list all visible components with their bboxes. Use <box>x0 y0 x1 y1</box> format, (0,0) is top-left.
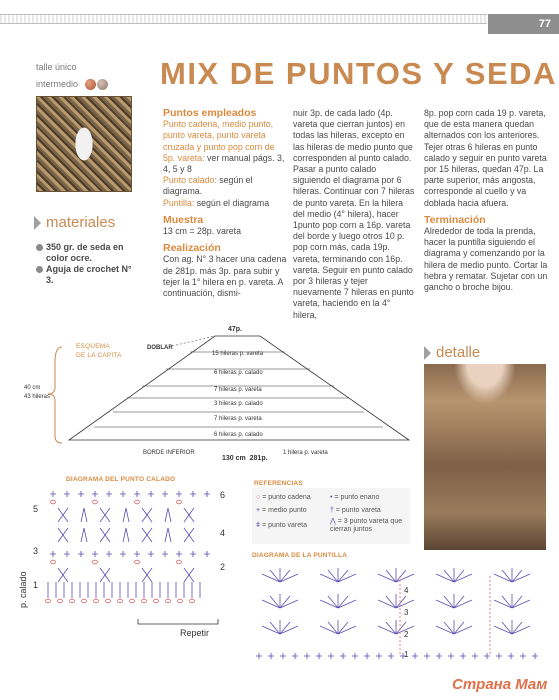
calado-row-number: 5 <box>33 504 39 514</box>
bullet-icon <box>36 266 43 273</box>
repeat-label: Repetir <box>180 628 210 638</box>
column-1 <box>163 108 288 299</box>
detail-heading: detalle <box>424 344 480 361</box>
list-item: Aguja de crochet N° 3. <box>36 264 136 286</box>
calado-row-number: 3 <box>33 546 39 556</box>
schema-height: 40 cm 43 hileras <box>24 385 51 400</box>
ref-item: † = punto vareta <box>330 507 381 514</box>
stitches-heading: Puntos empleados <box>163 107 257 119</box>
calado-side-label: p. calado <box>18 571 28 608</box>
size-label: talle único <box>36 62 77 72</box>
header-stripe <box>0 14 487 24</box>
calado-row-number: 1 <box>33 580 39 590</box>
materials-list <box>36 242 136 286</box>
puntilla-text: según el diagrama <box>196 197 270 208</box>
muestra-heading: Muestra <box>163 213 204 226</box>
ref-item: + = medio punto <box>256 507 307 514</box>
top-count: 47p. <box>228 326 243 333</box>
fan-motif-row <box>262 568 530 582</box>
column-3 <box>424 108 548 293</box>
level-label: intermedio <box>36 79 108 90</box>
instructions-text: nuir 3p. de cada lado (4p. vareta que cierran juntos) en todas las hileras, excepto en las hileras de medio punto que corresponden al punto calado. Pasar a punto calado siguiendo el diagrama por 6 hileras. Continuar con 7 hileras de punto vareta. En la hilera del medio (4° hilera), hacer 1punto pop corn a 16p. vareta del borde y luego otros 10 p. pop corn más, cada 19p. vareta, terminando con 16p. vareta. Seguir en punto calado por 3 hileras y tejer nuevamente 7 hileras en punto vareta, haciendo en la 4° hilera, <box>293 108 415 320</box>
instructions-text-continued: 8p. pop corn cada 19 p. vareta, que de esta manera quedan alternados con los anteriores. Tejer otras 6 hileras en punto calado y seguir en punto vareta por 15 hileras, quedan 47p. La parte superior, más angosta, corresponde al cuello y va doblada hacia afuera. <box>424 108 547 208</box>
column-2 <box>293 108 415 321</box>
schema-row-label: 6 hileras p. calado <box>214 432 263 438</box>
calado-diagram-title: DIAGRAMA DEL PUNTO CALADO <box>66 476 176 483</box>
calado-text: según el diagrama. <box>163 175 253 197</box>
calado-label: Punto calado: <box>163 175 217 186</box>
materials-heading: materiales <box>34 214 115 231</box>
schema-row-label: 3 hileras p. calado <box>214 401 263 407</box>
chevron-right-icon <box>34 216 41 230</box>
terminacion-heading: Terminación <box>424 213 486 226</box>
muestra-text: 13 cm = 28p. vareta <box>163 226 241 237</box>
schema-diagram <box>0 322 420 472</box>
schema-title: ESQUEMA DE LA CAPITA <box>76 343 122 359</box>
realizacion-text: Con ag. N° 3 hacer una cadena de 281p. más 3p. para subir y tejer la 1° hilera en p. vareta. A continuación, dismi- <box>163 254 287 299</box>
calado-diagram <box>40 486 225 606</box>
puntilla-diagram <box>252 564 552 674</box>
watermark-logo: Страна Мам <box>452 676 548 693</box>
first-row-label: 1 hilera p. vareta <box>283 450 328 456</box>
yarn-ball-icon <box>97 79 108 90</box>
ref-item: • = punto enano <box>330 494 380 501</box>
bullet-icon <box>36 244 43 251</box>
bottom-edge-label: BORDE INFERIOR <box>143 450 195 456</box>
repeat-bracket <box>136 618 222 628</box>
list-item: 350 gr. de seda en color ocre. <box>36 242 136 264</box>
neck-skin <box>454 364 516 404</box>
stitches-list: Punto cadena, medio punto, punto vareta, punto vareta cruzada y punto pop corn de 5p. vareta: <box>163 119 275 163</box>
puntilla-title: DIAGRAMA DE LA PUNTILLA <box>252 552 348 559</box>
detail-photo <box>424 364 546 550</box>
ref-item: ǂ = punto vareta <box>256 522 307 529</box>
calado-row-number: 4 <box>220 528 226 538</box>
puntilla-label: Puntilla: <box>163 197 195 208</box>
puntilla-row-number: 2 <box>404 630 409 639</box>
yarn-ball-icon <box>85 79 96 90</box>
bottom-width: 130 cm 281p. <box>222 455 268 462</box>
page-number: 77 <box>488 14 559 34</box>
puntilla-row-number: 4 <box>404 586 409 595</box>
schema-row-label: 7 hileras p. vareta <box>214 416 262 422</box>
schema-row-label: 7 hileras p. vareta <box>214 387 262 393</box>
page-title: MIX DE PUNTOS Y SEDA <box>160 56 557 91</box>
terminacion-text: Alrededor de toda la prenda, hacer la puntilla siguiendo el diagrama y comenzando por la hilera de medio punto. Cortar la hebra y rematar. Sujetar con un gancho o broche bijou. <box>424 226 548 293</box>
puntilla-row-number: 1 <box>404 650 409 659</box>
calado-row-number: 6 <box>220 490 226 500</box>
medio-punto-row <box>50 491 210 557</box>
puntilla-row-number: 3 <box>404 608 409 617</box>
calado-row-number: 2 <box>220 562 226 572</box>
chevron-right-icon <box>424 346 431 360</box>
schema-row-label: 15 hileras p. vareta <box>212 351 264 357</box>
stitches-ref: ver manual págs. 3, 4, 5 y 8 <box>163 152 285 175</box>
doblar-label: DOBLAR <box>147 345 173 351</box>
schema-row-label: 6 hileras p. calado <box>214 370 263 376</box>
realizacion-heading: Realización <box>163 242 221 255</box>
fabric-swatch-image <box>36 96 132 192</box>
ref-item: ○ = punto cadena <box>256 494 311 501</box>
references-title: REFERENCIAS <box>254 480 303 487</box>
ref-item: ⋀ = 3 punto vareta que cierran juntos <box>330 518 403 533</box>
